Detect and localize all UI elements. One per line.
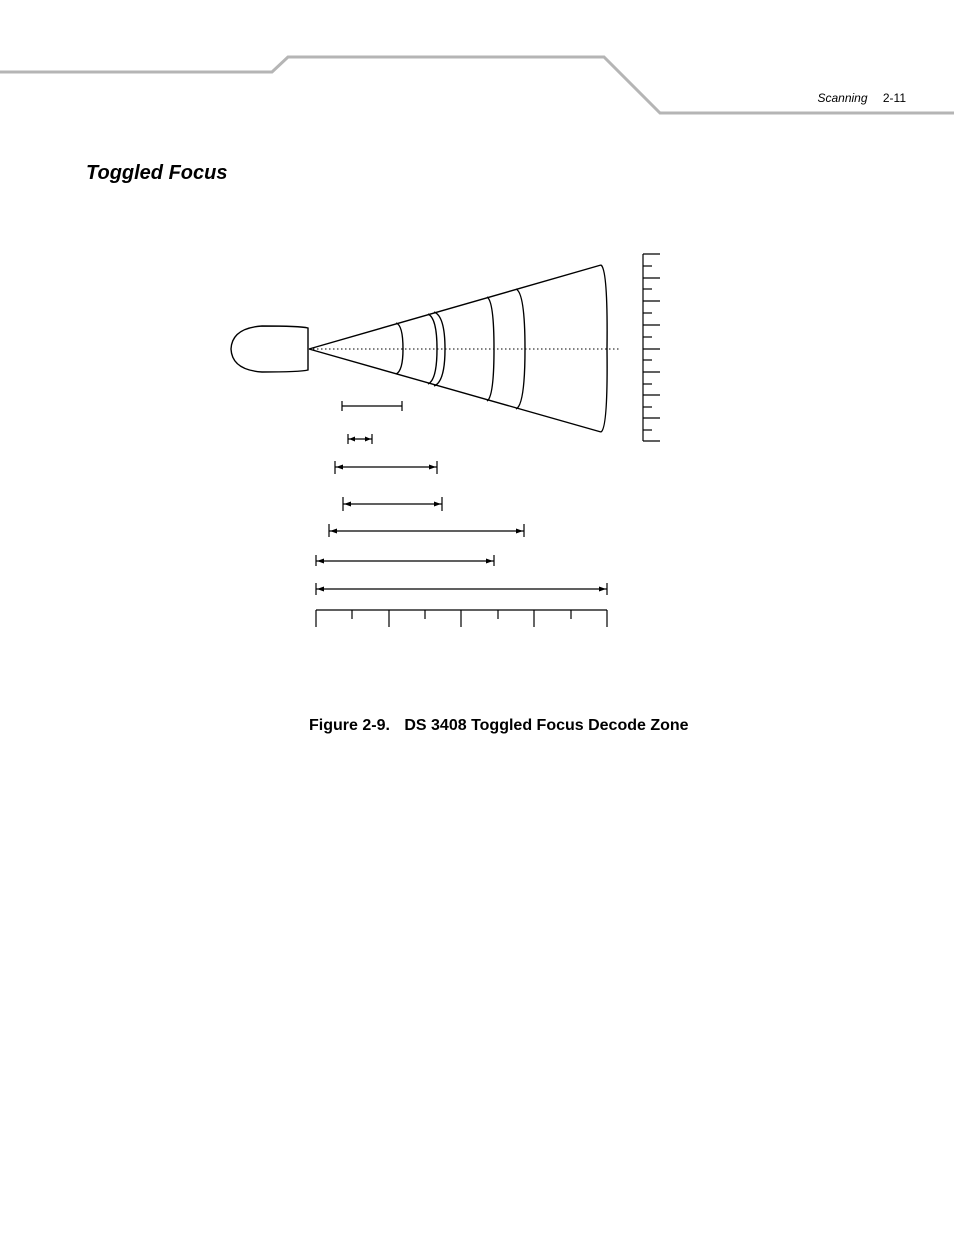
figure-title: DS 3408 Toggled Focus Decode Zone [404,717,689,734]
running-head-section: Scanning [817,91,868,105]
horizontal-scale [316,610,607,627]
range-bar [316,583,607,595]
figure-number: Figure 2-9. [309,717,390,734]
vertical-scale [643,254,660,441]
range-bar [348,434,372,444]
beam-lower-edge [309,349,601,432]
page-number: 2-11 [882,91,906,105]
zone-arc [434,312,445,386]
range-bar [342,401,402,411]
range-bar [316,555,494,566]
range-bar [343,497,442,511]
section-title: Toggled Focus [86,162,228,184]
scanner-body [231,326,308,372]
range-bar [335,461,437,474]
figure-caption [309,717,689,735]
range-bar [329,524,524,537]
beam-upper-edge [309,265,601,349]
